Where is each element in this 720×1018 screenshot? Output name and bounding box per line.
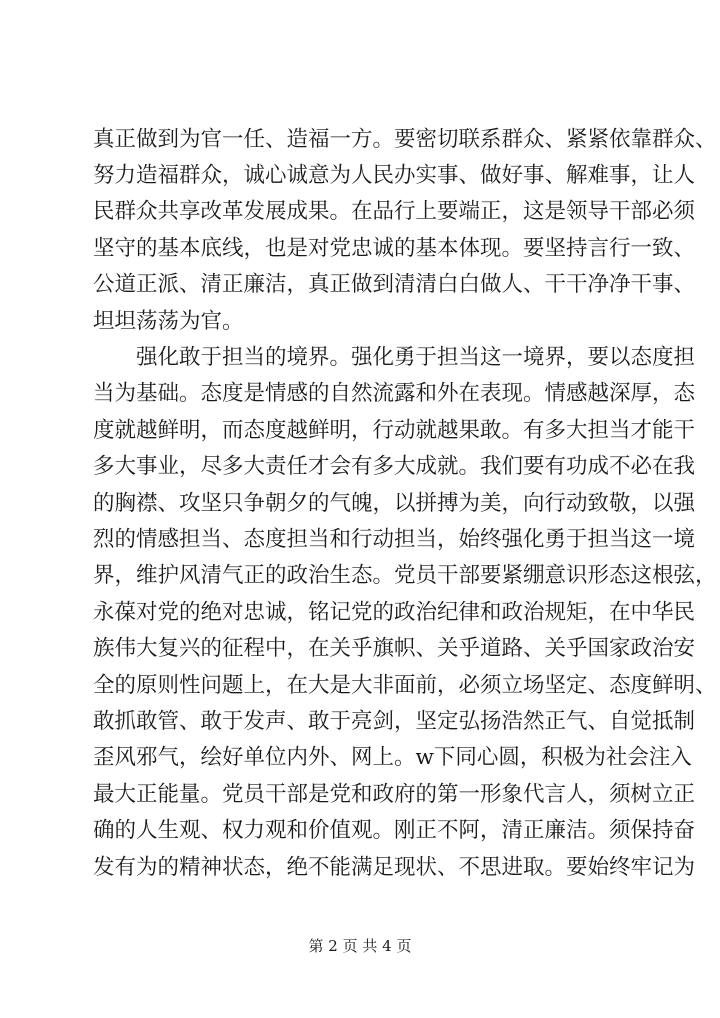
text-line: 永葆对党的绝对忠诚，铭记党的政治纪律和政治规矩，在中华民 bbox=[93, 600, 696, 625]
text-line: 公道正派、清正廉洁，真正做到清清白白做人、干干净净干事、 bbox=[93, 272, 696, 297]
text-line: 坚守的基本底线，也是对党忠诚的基本体现。要坚持言行一致、 bbox=[93, 236, 696, 261]
page-number-footer: 第 2 页 共 4 页 bbox=[308, 937, 412, 955]
text-line: 敢抓敢管、敢于发声、敢于亮剑，坚定弘扬浩然正气、自觉抵制 bbox=[93, 709, 696, 734]
text-line: 的胸襟、攻坚只争朝夕的气魄，以拼搏为美，向行动致敬，以强 bbox=[93, 491, 696, 516]
text-line: 多大事业，尽多大责任才会有多大成就。我们要有功成不必在我 bbox=[93, 454, 696, 479]
text-line: 确的人生观、权力观和价值观。刚正不阿，清正廉洁。须保持奋 bbox=[93, 818, 696, 843]
text-line: 度就越鲜明，而态度越鲜明，行动就越果敢。有多大担当才能干 bbox=[93, 418, 696, 443]
text-line: 当为基础。态度是情感的自然流露和外在表现。情感越深厚，态 bbox=[93, 381, 696, 406]
text-line: 最大正能量。党员干部是党和政府的第一形象代言人，须树立正 bbox=[93, 782, 696, 807]
text-line: 歪风邪气，绘好单位内外、网上。w下同心圆，积极为社会注入 bbox=[93, 745, 692, 770]
text-line: 真正做到为官一任、造福一方。要密切联系群众、紧紧依靠群众、 bbox=[93, 127, 717, 152]
text-line: 民群众共享改革发展成果。在品行上要端正，这是领导干部必须 bbox=[93, 199, 696, 224]
text-line: 界，维护风清气正的政治生态。党员干部要紧绷意识形态这根弦， bbox=[93, 563, 717, 588]
paragraph-first-line: 强化敢于担当的境界。强化勇于担当这一境界，要以态度担 bbox=[136, 345, 696, 370]
text-line: 全的原则性问题上，在大是大非面前，必须立场坚定、态度鲜明、 bbox=[93, 673, 717, 698]
text-line: 坦坦荡荡为官。 bbox=[93, 309, 244, 334]
text-line: 发有为的精神状态，绝不能满足现状、不思进取。要始终牢记为 bbox=[93, 855, 696, 880]
text-line: 努力造福群众，诚心诚意为人民办实事、做好事、解难事，让人 bbox=[93, 163, 696, 188]
text-line: 烈的情感担当、态度担当和行动担当，始终强化勇于担当这一境 bbox=[93, 527, 696, 552]
text-line: 族伟大复兴的征程中，在关乎旗帜、关乎道路、关乎国家政治安 bbox=[93, 636, 696, 661]
